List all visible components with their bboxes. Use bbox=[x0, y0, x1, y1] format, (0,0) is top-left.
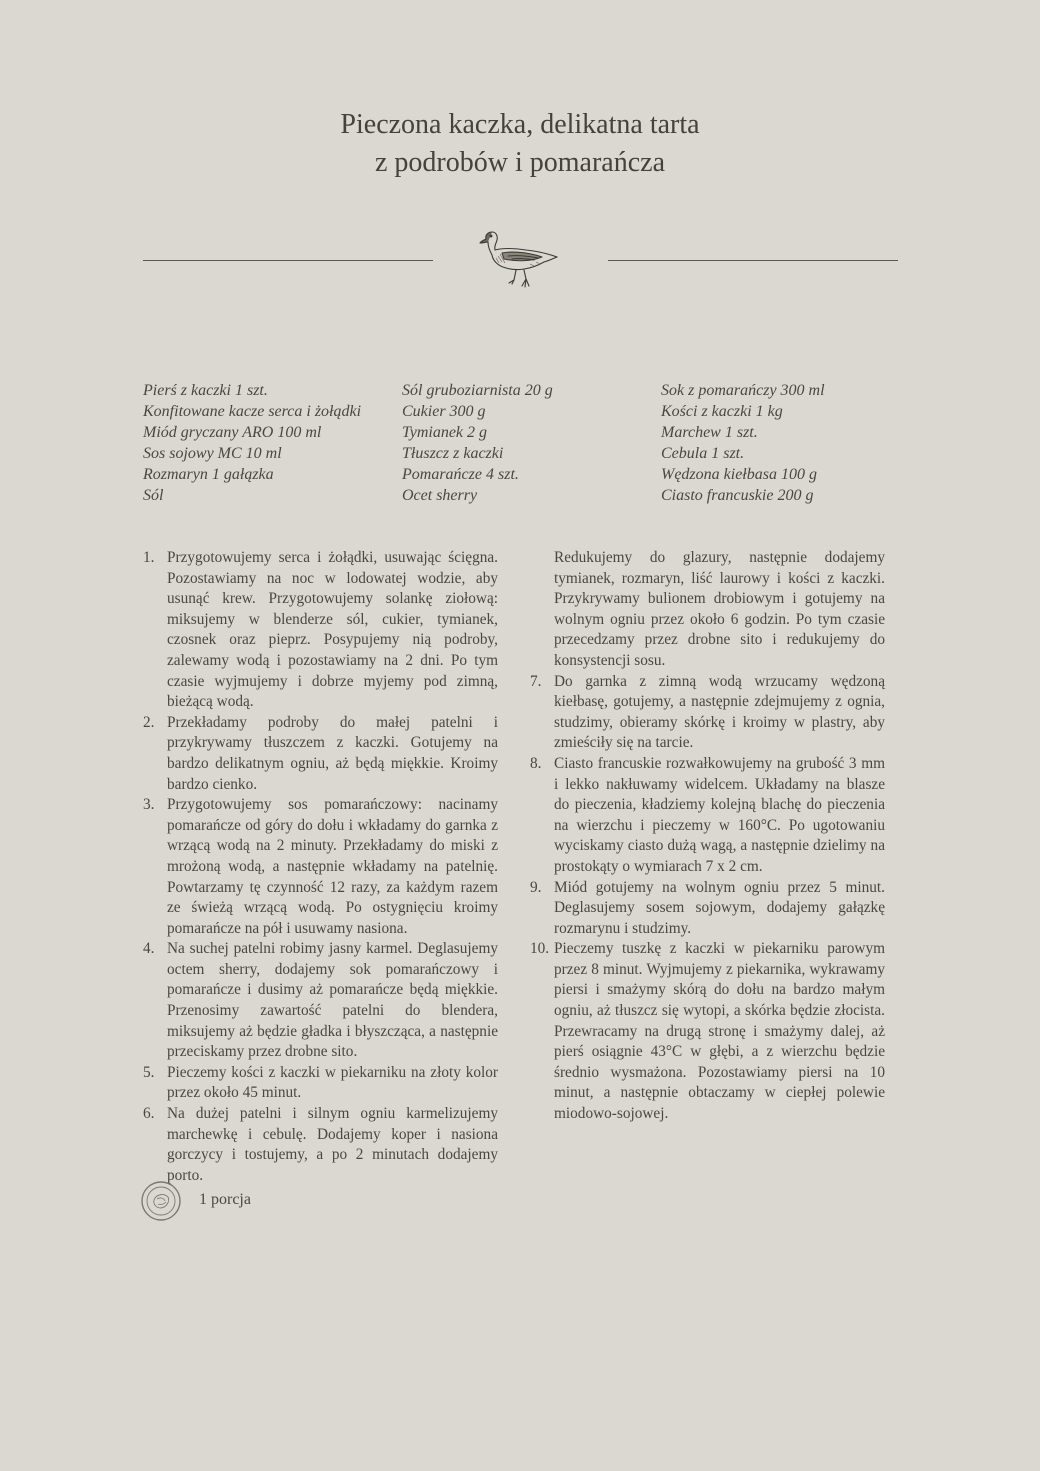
step-text: Przygotowujemy sos pomarańczowy: nacinamy pomarańcze od góry do dołu i wkładamy do garnka z wrzącą wodą na 2 minuty. Przekładamy do miski z mrożoną wodą, a następnie wkładamy na patelnię. Powtarzamy tę czynność 12 razy, za każdym razem ze świeżą wrzącą wodą. Po ostygnięciu kroimy pomarańcze na pół i usuwamy nasiona. bbox=[167, 796, 498, 937]
step-text: Do garnka z zimną wodą wrzucamy wędzoną kiełbasę, gotujemy, a następnie zdejmujemy z ognia, studzimy, obieramy skórkę i kroimy w plastry, aby zmieściły się na tarcie. bbox=[554, 672, 885, 752]
step-8 bbox=[530, 754, 885, 878]
step-text: Na suchej patelni robimy jasny karmel. Deglasujemy octem sherry, dodajemy sok pomarańczowy i pomarańcze i dusimy aż pomarańcze będą miękkie. Przenosimy zawartość patelni do blendera, miksujemy aż będzie gładka i błyszcząca, a następnie przeciskamy przez drobne sito. bbox=[167, 940, 498, 1061]
step-text: Pieczemy tuszkę z kaczki w piekarniku parowym przez 8 minut. Wyjmujemy z piekarnika, wykrawamy piersi i smażymy skórą do dołu na bardzo małym ogniu, aż tłuszcz się wytopi, a skórka będzie złocista. Przewracamy na drugą stronę i smażymy dalej, aż pierś osiągnie 43°C w głębi, a z wierzchu będzie średnio wysmażona. Pozostawiamy piersi na 10 minut, a następnie obtaczamy w ciepłej polewie miodowo-sojowej. bbox=[554, 940, 885, 1123]
ingredient-item: Miód gryczany ARO 100 ml bbox=[143, 424, 322, 441]
ingredient-item: Sól gruboziarnista 20 g bbox=[402, 382, 553, 399]
ingredient-item: Ciasto francuskie 200 g bbox=[661, 487, 814, 504]
step-number: 8. bbox=[530, 754, 542, 772]
portion-label: 1 porcja bbox=[199, 1191, 251, 1208]
ingredient-item: Sok z pomarańczy 300 ml bbox=[661, 382, 825, 399]
steps-column-right bbox=[530, 548, 885, 1125]
step-6-continuation: Redukujemy do glazury, następnie dodajemy tymianek, rozmaryn, liść laurowy i kości z kaczki. Przykrywamy bulionem drobiowym i gotujemy na wolnym ogniu przez około 6 godzin. Po tym czasie przecedzamy przez drobne sito i redukujemy do konsystencji sosu. bbox=[554, 549, 885, 669]
ingredient-item: Sos sojowy MC 10 ml bbox=[143, 445, 282, 462]
step-number: 3. bbox=[143, 796, 155, 814]
ingredients-column-1 bbox=[143, 380, 398, 506]
step-text: Pieczemy kości z kaczki w piekarniku na złoty kolor przez około 45 minut. bbox=[167, 1063, 498, 1102]
ingredient-item: Pomarańcze 4 szt. bbox=[402, 466, 519, 483]
step-number: 4. bbox=[143, 940, 155, 958]
ingredient-item: Cebula 1 szt. bbox=[661, 445, 745, 462]
step-10 bbox=[530, 939, 885, 1124]
ingredient-item: Kości z kaczki 1 kg bbox=[661, 403, 783, 420]
step-number: 7. bbox=[530, 672, 542, 690]
ingredient-item: Marchew 1 szt. bbox=[661, 424, 758, 441]
step-4 bbox=[143, 939, 498, 1063]
ingredient-item: Konfitowane kacze serca i żołądki bbox=[143, 403, 362, 420]
ingredient-item: Ocet sherry bbox=[402, 487, 478, 504]
step-2 bbox=[143, 713, 498, 795]
ingredient-item: Wędzona kiełbasa 100 g bbox=[661, 466, 817, 483]
duck-icon bbox=[478, 226, 560, 290]
step-3 bbox=[143, 795, 498, 939]
step-6 bbox=[143, 1104, 498, 1186]
step-text: Na dużej patelni i silnym ogniu karmelizujemy marchewkę i cebulę. Dodajemy koper i nasiona gorczycy i tostujemy, a po 2 minutach dodajemy porto. bbox=[167, 1105, 498, 1184]
recipe-title-line-1: Pieczona kaczka, delikatna tarta bbox=[340, 109, 700, 140]
step-1 bbox=[143, 548, 498, 713]
ingredient-item: Rozmaryn 1 gałązka bbox=[143, 466, 274, 483]
step-9 bbox=[530, 878, 885, 940]
ingredients-column-2 bbox=[402, 380, 657, 506]
ingredient-item: Pierś z kaczki 1 szt. bbox=[143, 382, 268, 399]
step-number: 1. bbox=[143, 549, 155, 566]
recipe-title bbox=[0, 106, 1040, 182]
step-number: 5. bbox=[143, 1063, 155, 1081]
divider-left bbox=[143, 260, 433, 261]
step-7 bbox=[530, 672, 885, 754]
step-text: Miód gotujemy na wolnym ogniu przez 5 minut. Deglasujemy sosem sojowym, dodajemy gałązkę rozmarynu i studzimy. bbox=[554, 878, 885, 937]
step-text: Przygotowujemy serca i żołądki, usuwając ścięgna. Pozostawiamy na noc w lodowatej wodzie, aby usunąć krew. Przygotowujemy solankę ziołową: miksujemy w blenderze sól, cukier, tymianek, czosnek oraz pieprz. Posypujemy nią podroby, zalewamy wodą i pozostawiamy na 2 dni. Po tym czasie wyjmujemy i dobrze myjemy pod zimną, bieżącą wodą. bbox=[167, 549, 498, 711]
ingredient-item: Tłuszcz z kaczki bbox=[402, 445, 504, 462]
divider-right bbox=[608, 260, 898, 261]
ingredient-item: Cukier 300 g bbox=[402, 403, 486, 420]
step-number: 2. bbox=[143, 713, 155, 731]
plate-icon bbox=[140, 1180, 182, 1222]
ingredient-item: Tymianek 2 g bbox=[402, 424, 488, 441]
step-number: 9. bbox=[530, 878, 542, 896]
recipe-title-line-2: z podrobów i pomarańcza bbox=[375, 147, 665, 178]
step-5 bbox=[143, 1063, 498, 1104]
steps-column-left bbox=[143, 548, 498, 1186]
step-text: Ciasto francuskie rozwałkowujemy na grubość 3 mm i lekko nakłuwamy widelcem. Układamy na blasze do pieczenia, kładziemy kolejną blachę do pieczenia na wierzchu i pieczemy w 160°C. Po ugotowaniu wyciskamy ciasto dużą wagą, a następnie dzielimy na prostokąty o wymiarach 7 x 2 cm. bbox=[554, 754, 885, 875]
ingredient-item: Sól bbox=[143, 487, 164, 504]
step-number: 10. bbox=[530, 940, 550, 958]
step-number: 6. bbox=[143, 1105, 155, 1123]
step-text: Przekładamy podroby do małej patelni i przykrywamy tłuszczem z kaczki. Gotujemy na bardzo delikatnym ogniu, aż będą miękkie. Kroimy bardzo cienko. bbox=[167, 713, 498, 793]
ingredients-column-3 bbox=[661, 380, 916, 506]
